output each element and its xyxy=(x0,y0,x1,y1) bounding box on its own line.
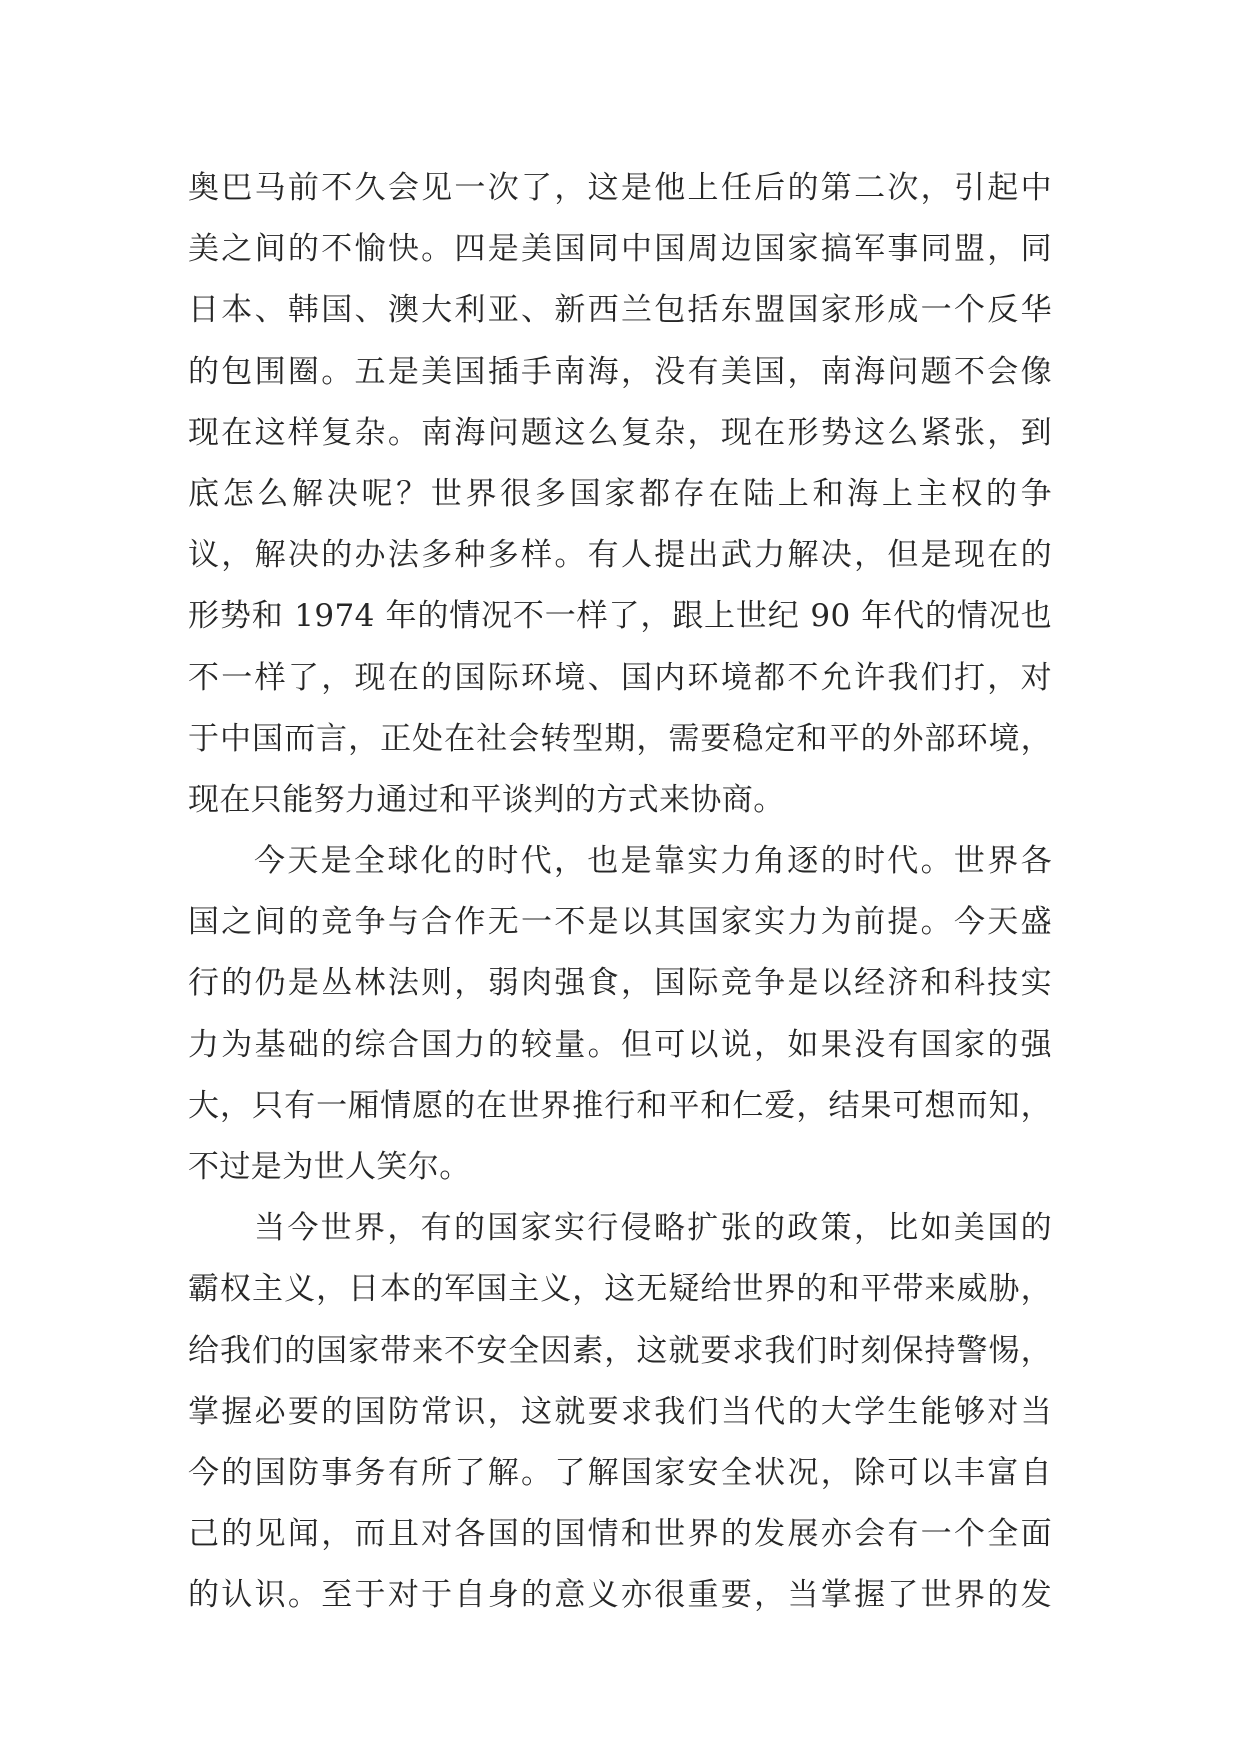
text-line: 底怎么解决呢？世界很多国家都存在陆上和海上主权的争 xyxy=(188,475,1052,512)
text-line: 现在这样复杂。南海问题这么复杂，现在形势这么紧张，到 xyxy=(188,414,1052,451)
text-line: 今的国防事务有所了解。了解国家安全状况，除可以丰富自 xyxy=(188,1454,1052,1491)
paragraph-2 xyxy=(188,831,1052,1198)
text-line: 的包围圈。五是美国插手南海，没有美国，南海问题不会像 xyxy=(188,353,1052,390)
text-line: 国之间的竞争与合作无一不是以其国家实力为前提。今天盛 xyxy=(188,904,1052,941)
text-line: 现在只能努力通过和平谈判的方式来协商。 xyxy=(188,781,785,818)
text-line: 形势和 1974 年的情况不一样了，跟上世纪 90 年代的情况也 xyxy=(188,598,1052,635)
text-line: 力为基础的综合国力的较量。但可以说，如果没有国家的强 xyxy=(188,1026,1052,1063)
text-line: 的认识。至于对于自身的意义亦很重要，当掌握了世界的发 xyxy=(188,1577,1052,1614)
text-line: 当今世界，有的国家实行侵略扩张的政策，比如美国的 xyxy=(254,1210,1052,1247)
text-line: 己的见闻，而且对各国的国情和世界的发展亦会有一个全面 xyxy=(188,1516,1052,1553)
text-line: 霸权主义，日本的军国主义，这无疑给世界的和平带来威胁， xyxy=(188,1271,1052,1308)
body-text xyxy=(188,158,1052,1627)
text-line: 美之间的不愉快。四是美国同中国周边国家搞军事同盟，同 xyxy=(188,231,1052,268)
text-line: 今天是全球化的时代，也是靠实力角逐的时代。世界各 xyxy=(254,843,1052,880)
text-line: 不一样了，现在的国际环境、国内环境都不允许我们打，对 xyxy=(188,659,1052,696)
text-line: 行的仍是丛林法则，弱肉强食，国际竞争是以经济和科技实 xyxy=(188,965,1052,1002)
text-line: 奥巴马前不久会见一次了，这是他上任后的第二次，引起中 xyxy=(188,170,1052,206)
paragraph-3 xyxy=(188,1198,1052,1626)
text-line: 议，解决的办法多种多样。有人提出武力解决，但是现在的 xyxy=(188,537,1052,574)
text-line: 大，只有一厢情愿的在世界推行和平和仁爱，结果可想而知， xyxy=(188,1087,1052,1124)
text-line: 不过是为世人笑尔。 xyxy=(188,1149,471,1185)
text-line: 给我们的国家带来不安全因素，这就要求我们时刻保持警惕， xyxy=(188,1332,1052,1369)
text-line: 日本、韩国、澳大利亚、新西兰包括东盟国家形成一个反华 xyxy=(188,292,1052,329)
text-line: 于中国而言，正处在社会转型期，需要稳定和平的外部环境， xyxy=(188,720,1052,757)
text-line: 掌握必要的国防常识，这就要求我们当代的大学生能够对当 xyxy=(188,1393,1052,1430)
paragraph-1 xyxy=(188,158,1052,831)
